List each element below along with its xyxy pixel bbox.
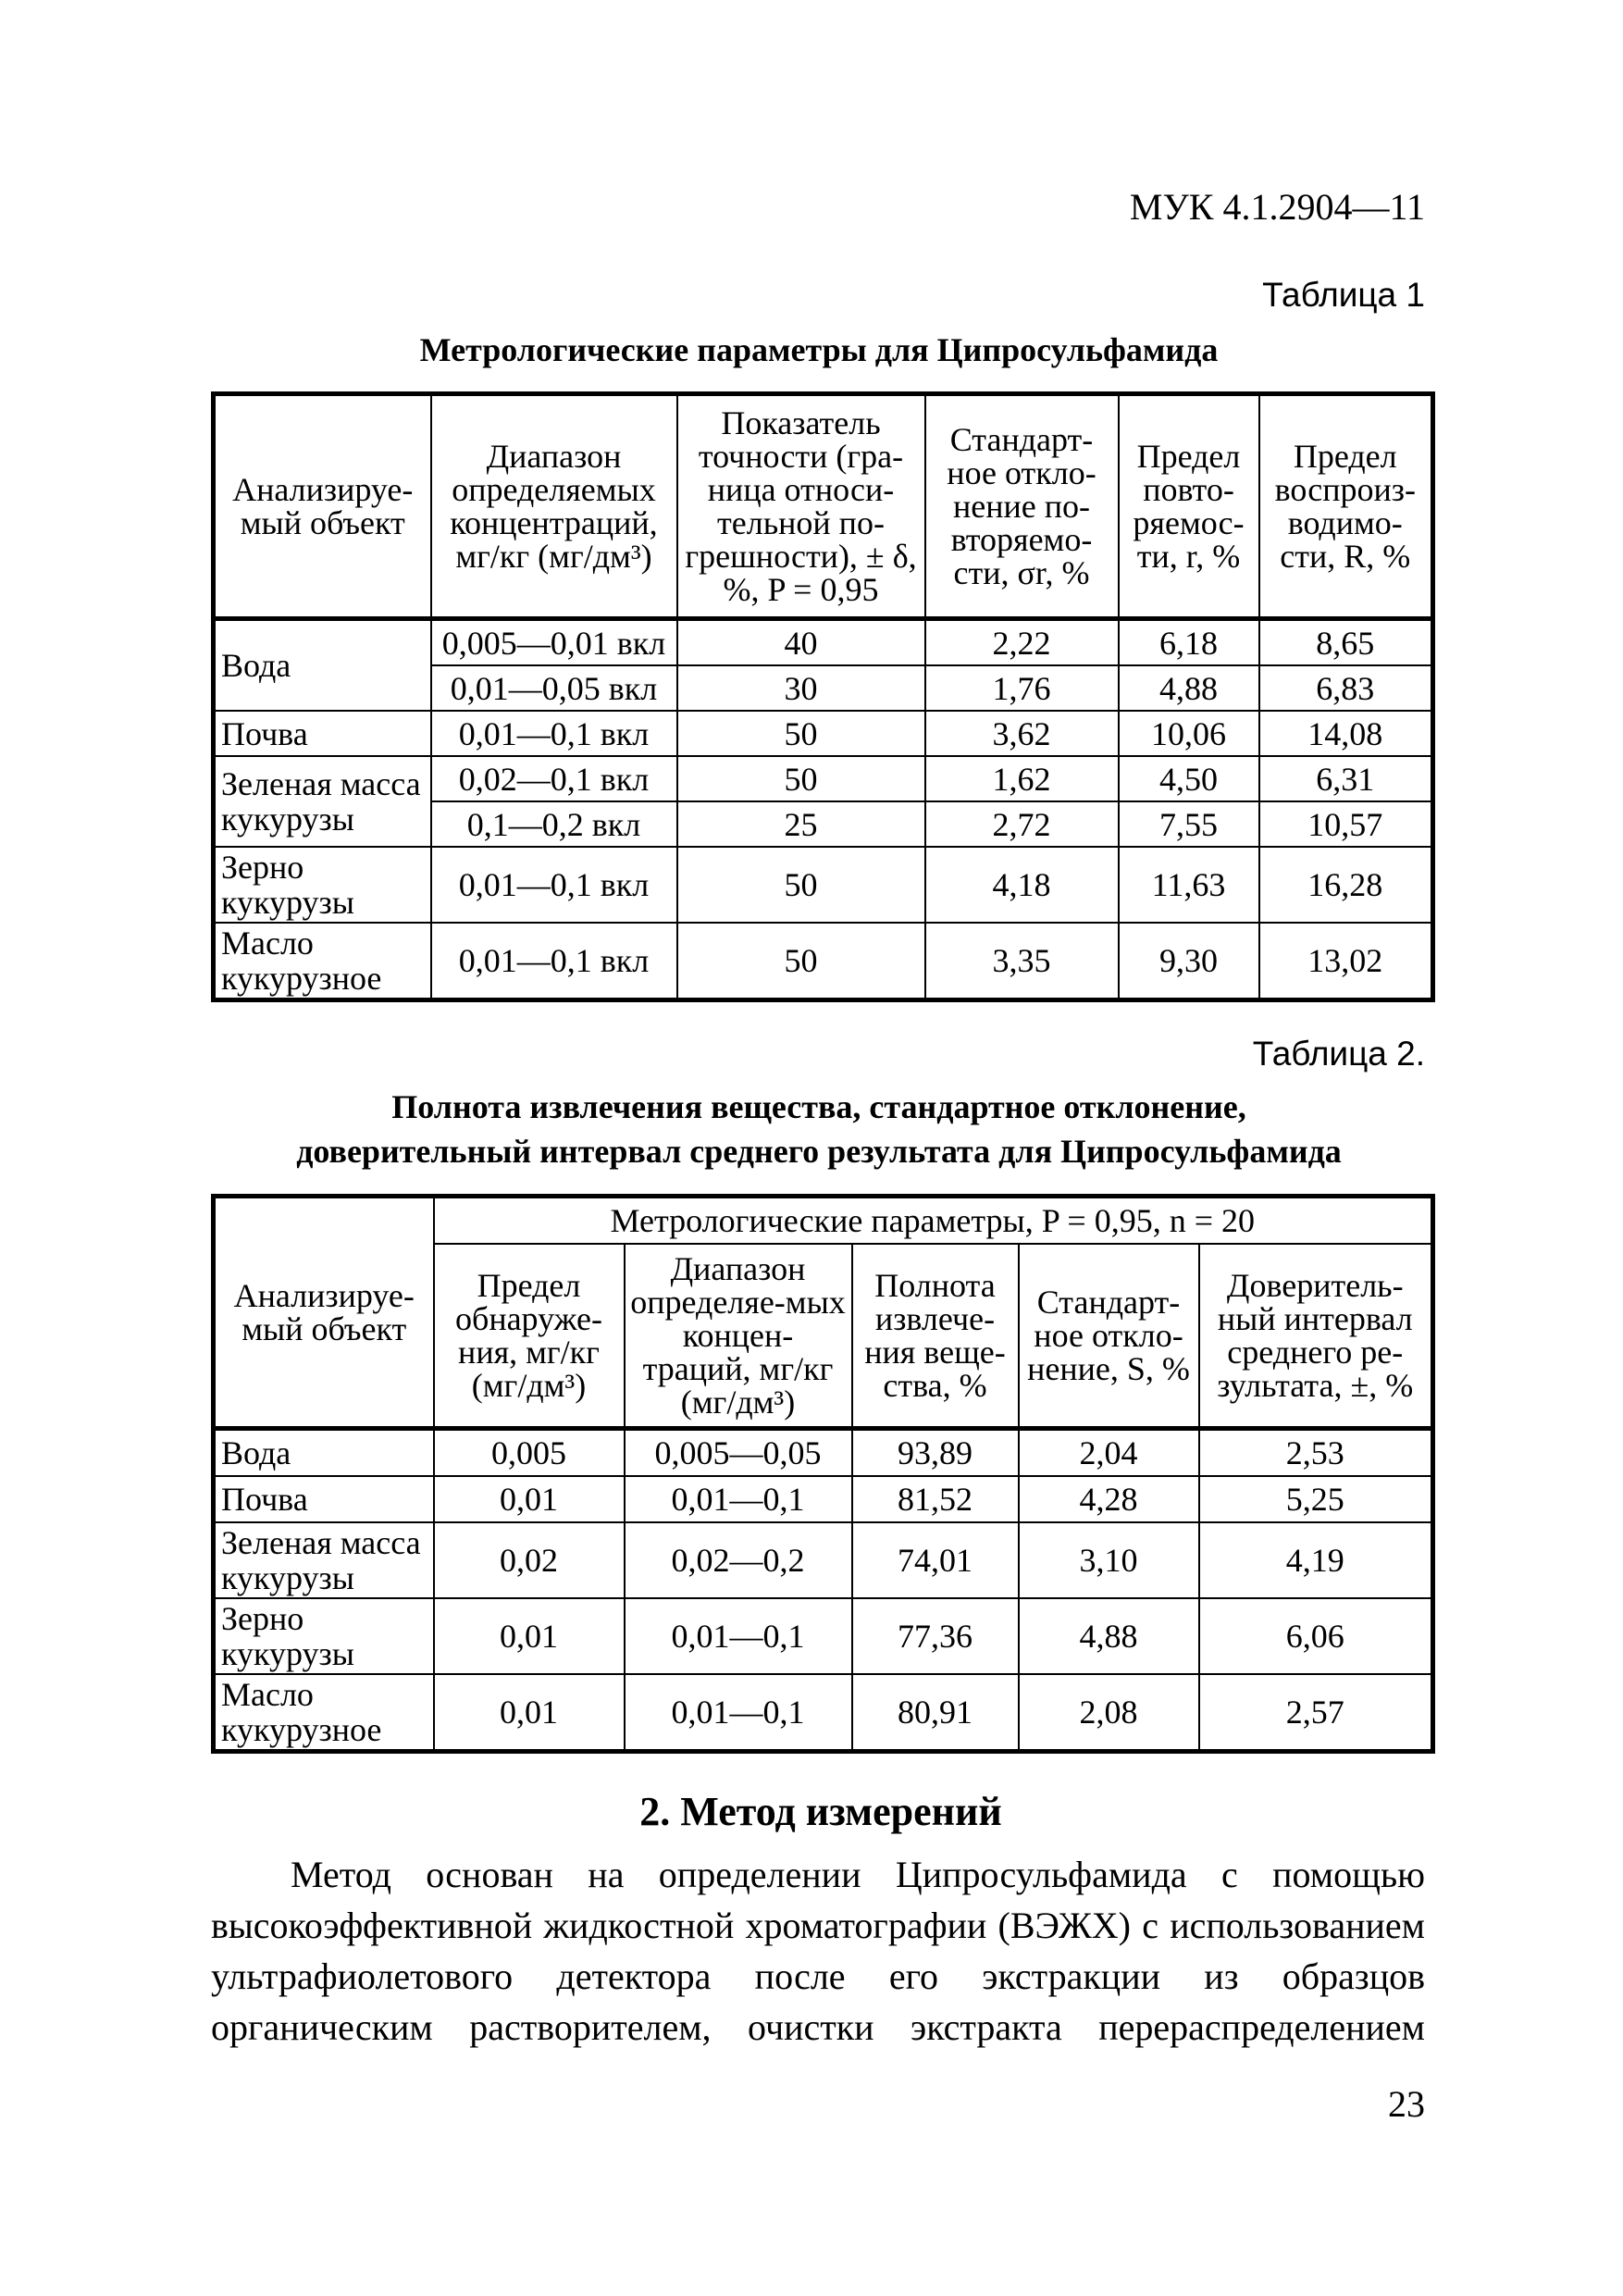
table2-cell-object: Зерно кукурузы bbox=[214, 1598, 434, 1674]
table1-cell-accuracy: 50 bbox=[677, 756, 925, 801]
table-row bbox=[214, 711, 1433, 756]
table1-cell-accuracy: 25 bbox=[677, 801, 925, 847]
table1-cell-object: Масло кукурузное bbox=[214, 923, 431, 1000]
table2-cell-range: 0,005—0,05 bbox=[625, 1429, 852, 1477]
table2-title-line2: доверительный интервал среднего результата для Ципросульфамида bbox=[296, 1133, 1342, 1170]
table1-cell-std: 2,72 bbox=[925, 801, 1119, 847]
table-row bbox=[214, 1522, 1433, 1598]
document-code: МУК 4.1.2904—11 bbox=[1129, 186, 1425, 228]
table1-cell-range: 0,01—0,05 вкл bbox=[431, 665, 677, 711]
table1-cell-accuracy: 40 bbox=[677, 619, 925, 666]
table2-cell-range: 0,01—0,1 bbox=[625, 1598, 852, 1674]
table2-cell-recovery: 77,36 bbox=[852, 1598, 1019, 1674]
table2-cell-std: 4,88 bbox=[1019, 1598, 1199, 1674]
table1-cell-r: 9,30 bbox=[1119, 923, 1259, 1000]
table1-cell-object: Зеленая масса кукурузы bbox=[214, 756, 431, 847]
table1-header-object: Анализируе-мый объект bbox=[214, 394, 431, 619]
table1-cell-range: 0,1—0,2 вкл bbox=[431, 801, 677, 847]
table1-cell-r: 7,55 bbox=[1119, 801, 1259, 847]
table2-cell-range: 0,01—0,1 bbox=[625, 1674, 852, 1752]
table2-cell-range: 0,01—0,1 bbox=[625, 1476, 852, 1522]
table2-title bbox=[213, 1085, 1425, 1173]
table1 bbox=[211, 391, 1435, 1002]
table1-cell-range: 0,005—0,01 вкл bbox=[431, 619, 677, 666]
table2-cell-object: Почва bbox=[214, 1476, 434, 1522]
table2-cell-ci: 4,19 bbox=[1199, 1522, 1433, 1598]
section-heading: 2. Метод измерений bbox=[639, 1789, 1002, 1834]
table1-cell-std: 4,18 bbox=[925, 847, 1119, 923]
table1-cell-accuracy: 30 bbox=[677, 665, 925, 711]
table-row bbox=[214, 1429, 1433, 1477]
table-row bbox=[214, 619, 1433, 666]
table1-cell-accuracy: 50 bbox=[677, 923, 925, 1000]
table1-cell-std: 2,22 bbox=[925, 619, 1119, 666]
table2-cell-recovery: 74,01 bbox=[852, 1522, 1019, 1598]
table1-cell-object: Зерно кукурузы bbox=[214, 847, 431, 923]
table-row bbox=[214, 1674, 1433, 1752]
table1-cell-R: 10,57 bbox=[1259, 801, 1433, 847]
table1-header-accuracy: Показатель точности (гра-ница относи-тельной по-грешности), ± δ, %, P = 0,95 bbox=[677, 394, 925, 619]
table1-cell-object: Вода bbox=[214, 619, 431, 712]
table1-cell-range: 0,01—0,1 вкл bbox=[431, 711, 677, 756]
page-number: 23 bbox=[1388, 2083, 1425, 2125]
table1-header-reproducibility-limit: Предел воспроиз-водимо-сти, R, % bbox=[1259, 394, 1433, 619]
table2-header-confidence: Доверитель-ный интервал среднего ре-зультата, ±, % bbox=[1199, 1244, 1433, 1429]
table2-cell-std: 4,28 bbox=[1019, 1476, 1199, 1522]
table1-cell-object: Почва bbox=[214, 711, 431, 756]
table2-cell-recovery: 80,91 bbox=[852, 1674, 1019, 1752]
table1-header-range: Диапазон определяемых концентраций, мг/кг (мг/дм³) bbox=[431, 394, 677, 619]
table1-cell-R: 6,31 bbox=[1259, 756, 1433, 801]
table2-cell-limit: 0,01 bbox=[434, 1476, 625, 1522]
table2-cell-object: Вода bbox=[214, 1429, 434, 1477]
table1-cell-range: 0,01—0,1 вкл bbox=[431, 847, 677, 923]
table1-header-std-repeatability: Стандарт-ное откло-нение по-вторяемо-сти, σr, % bbox=[925, 394, 1119, 619]
table1-cell-accuracy: 50 bbox=[677, 711, 925, 756]
table2 bbox=[211, 1194, 1435, 1754]
table1-cell-r: 11,63 bbox=[1119, 847, 1259, 923]
table1-cell-range: 0,01—0,1 вкл bbox=[431, 923, 677, 1000]
table2-header-group: Метрологические параметры, P = 0,95, n = 20 bbox=[434, 1197, 1433, 1245]
table-row bbox=[214, 1476, 1433, 1522]
table2-cell-ci: 2,53 bbox=[1199, 1429, 1433, 1477]
table2-cell-ci: 2,57 bbox=[1199, 1674, 1433, 1752]
table1-cell-std: 1,62 bbox=[925, 756, 1119, 801]
table1-cell-accuracy: 50 bbox=[677, 847, 925, 923]
table2-header-object: Анализируе-мый объект bbox=[214, 1197, 434, 1429]
table2-cell-limit: 0,01 bbox=[434, 1598, 625, 1674]
table1-cell-range: 0,02—0,1 вкл bbox=[431, 756, 677, 801]
table1-cell-R: 16,28 bbox=[1259, 847, 1433, 923]
table1-cell-R: 6,83 bbox=[1259, 665, 1433, 711]
table2-header-detection-limit: Предел обнаруже-ния, мг/кг (мг/дм³) bbox=[434, 1244, 625, 1429]
table2-label: Таблица 2. bbox=[1252, 1035, 1425, 1073]
table2-cell-limit: 0,005 bbox=[434, 1429, 625, 1477]
table1-title: Метрологические параметры для Ципросульфамида bbox=[419, 331, 1219, 368]
table2-cell-limit: 0,02 bbox=[434, 1522, 625, 1598]
table1-cell-r: 4,88 bbox=[1119, 665, 1259, 711]
table2-title-line1: Полнота извлечения вещества, стандартное отклонение, bbox=[391, 1088, 1246, 1125]
table2-cell-recovery: 93,89 bbox=[852, 1429, 1019, 1477]
table1-header-row bbox=[214, 394, 1433, 619]
table1-cell-r: 4,50 bbox=[1119, 756, 1259, 801]
table1-cell-R: 13,02 bbox=[1259, 923, 1433, 1000]
table-row bbox=[214, 756, 1433, 801]
table1-cell-std: 3,35 bbox=[925, 923, 1119, 1000]
table1-cell-std: 1,76 bbox=[925, 665, 1119, 711]
table2-cell-recovery: 81,52 bbox=[852, 1476, 1019, 1522]
table1-cell-R: 8,65 bbox=[1259, 619, 1433, 666]
table1-cell-R: 14,08 bbox=[1259, 711, 1433, 756]
table1-cell-std: 3,62 bbox=[925, 711, 1119, 756]
table-row bbox=[214, 847, 1433, 923]
table2-cell-ci: 5,25 bbox=[1199, 1476, 1433, 1522]
table2-header-std: Стандарт-ное откло-нение, S, % bbox=[1019, 1244, 1199, 1429]
table1-header-repeatability-limit: Предел повто-ряемос-ти, r, % bbox=[1119, 394, 1259, 619]
table2-cell-object: Масло кукурузное bbox=[214, 1674, 434, 1752]
table2-cell-ci: 6,06 bbox=[1199, 1598, 1433, 1674]
table-row bbox=[214, 1598, 1433, 1674]
table2-cell-std: 2,04 bbox=[1019, 1429, 1199, 1477]
table2-cell-range: 0,02—0,2 bbox=[625, 1522, 852, 1598]
table2-header-recovery: Полнота извлече-ния веще-ства, % bbox=[852, 1244, 1019, 1429]
table2-header-range: Диапазон определяе-мых концен-траций, мг/кг (мг/дм³) bbox=[625, 1244, 852, 1429]
table2-cell-std: 2,08 bbox=[1019, 1674, 1199, 1752]
table1-label: Таблица 1 bbox=[1262, 276, 1425, 314]
table2-header-row-top bbox=[214, 1197, 1433, 1245]
table2-cell-std: 3,10 bbox=[1019, 1522, 1199, 1598]
table1-cell-r: 10,06 bbox=[1119, 711, 1259, 756]
table1-cell-r: 6,18 bbox=[1119, 619, 1259, 666]
body-paragraph: Метод основан на определении Ципросульфамида с помощью высокоэффективной жидкостной хроматографии (ВЭЖХ) с использованием ультрафиолетового детектора после его экстракции из образцов органическим растворителем, очистки экстракта перераспределением bbox=[211, 1854, 1425, 2048]
table2-cell-limit: 0,01 bbox=[434, 1674, 625, 1752]
table-row bbox=[214, 923, 1433, 1000]
table2-cell-object: Зеленая масса кукурузы bbox=[214, 1522, 434, 1598]
